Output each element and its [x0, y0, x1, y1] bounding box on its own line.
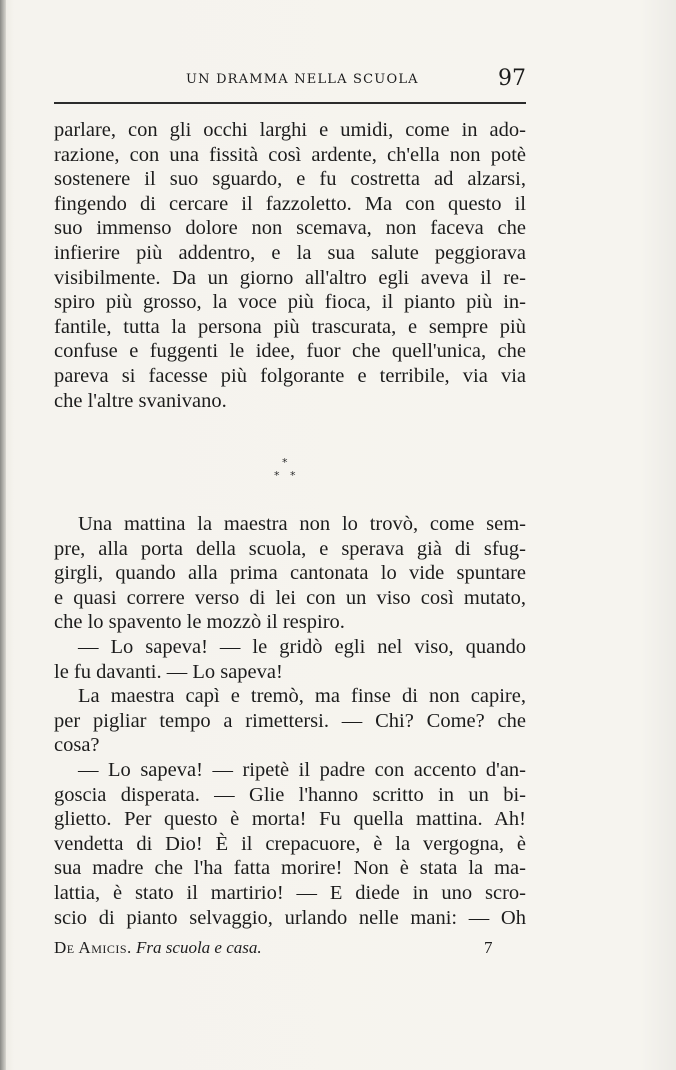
page-number: 97 [498, 66, 526, 91]
printer-signature-mark: 7 [484, 938, 493, 957]
section-break-asterism [270, 456, 310, 486]
text-line: fantile, tutta la persona più trascurata, e sempre più [54, 315, 526, 338]
text-line: e quasi correre verso di lei con un viso così mutato, [54, 586, 526, 609]
running-title: UN DRAMMA NELLA SCUOLA [186, 72, 419, 87]
text-line: — Lo sapeva! — ripetè il padre con accento d'an- [78, 759, 526, 781]
paragraph-3 [54, 635, 526, 684]
text-line: infierire più addentro, e la sua salute peggiorava [54, 241, 526, 264]
text-line: per pigliar tempo a rimettersi. — Chi? Come? che [54, 709, 526, 732]
paragraph-5 [54, 758, 526, 930]
text-line: che l'altre svanivano. [54, 389, 227, 412]
text-line: — Lo sapeva! — le gridò egli nel viso, quando [78, 636, 526, 658]
text-line: confuse e fuggenti le idee, fuor che quell'unica, che [54, 340, 526, 363]
asterisk-icon: * [274, 469, 280, 482]
text-line: girgli, quando alla prima cantonata lo vide spuntare [54, 562, 526, 585]
text-line: spiro più grosso, la voce più fioca, il pianto più in- [54, 291, 526, 314]
text-line: Una mattina la maestra non lo trovò, come sem- [78, 513, 526, 535]
text-line: visibilmente. Da un giorno all'altro egli aveva il re- [54, 266, 526, 289]
text-line: le fu davanti. — Lo sapeva! [54, 660, 283, 683]
text-line: razione, con una fissità così ardente, ch'ella non potè [54, 143, 526, 166]
page-spine-shadow [0, 0, 6, 1070]
running-head [54, 68, 526, 92]
text-line: goscia disperata. — Glie l'hanno scritto in un bi- [54, 783, 526, 806]
text-line: parlare, con gli occhi larghi e umidi, come in ado- [54, 119, 526, 141]
paragraph-1 [54, 118, 526, 413]
text-line: vendetta di Dio! È il crepacuore, è la vergogna, è [54, 832, 526, 855]
text-line: lattia, è stato il martirio! — E diede in uno scro- [54, 881, 526, 904]
text-line: glietto. Per questo è morta! Fu quella mattina. Ah! [54, 808, 526, 831]
text-line: La maestra capì e tremò, ma finse di non capire, [78, 685, 526, 707]
header-rule [54, 102, 526, 104]
asterisk-icon: * [282, 456, 288, 469]
footer-author: De Amicis. [54, 938, 132, 957]
footer-book-title: Fra scuola e casa. [136, 938, 262, 957]
paragraph-4 [54, 684, 526, 758]
text-line: pareva si facesse più folgorante e terribile, via via [54, 364, 526, 387]
text-line: sua madre che l'ha fatta morire! Non è stata la ma- [54, 857, 526, 880]
text-line: suo immenso dolore non scemava, non faceva che [54, 217, 526, 240]
paragraph-2 [54, 512, 526, 635]
page-footer [54, 938, 526, 962]
text-line: che lo spavento le mozzò il respiro. [54, 611, 345, 634]
text-line: sostenere il suo sguardo, e fu costretta ad alzarsi, [54, 168, 526, 191]
footer-citation [54, 938, 262, 958]
asterisk-icon: * [290, 469, 296, 482]
text-line: pre, alla porta della scuola, e sperava già di sfug- [54, 537, 526, 560]
text-line: cosa? [54, 734, 100, 757]
text-line: scio di pianto selvaggio, urlando nelle mani: — Oh [54, 906, 526, 929]
text-line: fingendo di cercare il fazzoletto. Ma con questo il [54, 192, 526, 215]
